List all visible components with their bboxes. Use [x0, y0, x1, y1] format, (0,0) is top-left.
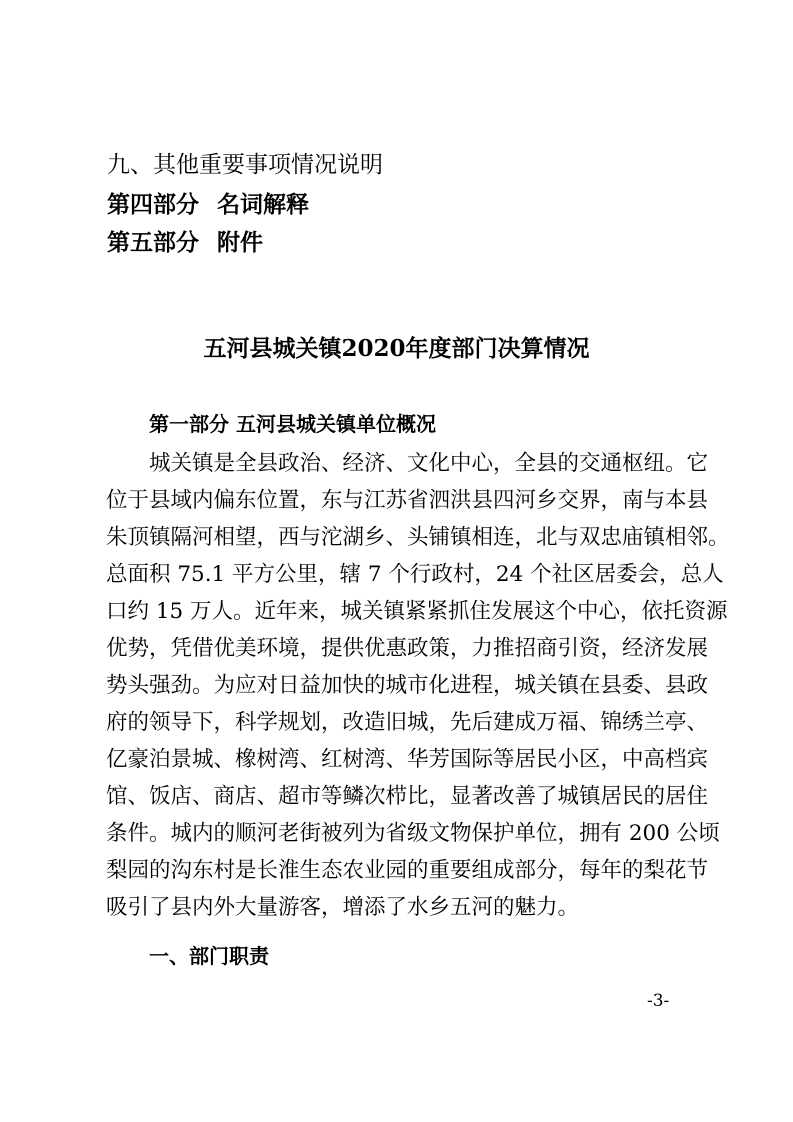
body-line: 朱顶镇隔河相望，西与沱湖乡、头铺镇相连，北与双忠庙镇相邻。 [106, 525, 730, 550]
body-line: 城关镇是全县政治、经济、文化中心，全县的交通枢纽。它 [149, 451, 709, 476]
toc-item-9: 九、其他重要事项情况说明 [107, 152, 383, 178]
body-line: 位于县域内偏东位置，东与江苏省泗洪县四河乡交界，南与本县 [106, 488, 709, 513]
body-line: 梨园的沟东村是长淮生态农业园的重要组成部分，每年的梨花节 [106, 858, 709, 883]
body-line: 亿豪泊景城、橡树湾、红树湾、华芳国际等居民小区，中高档宾 [106, 747, 709, 772]
body-line: 总面积 75.1 平方公里，辖 7 个行政村，24 个社区居委会，总人 [106, 562, 724, 587]
section-1-heading: 第一部分 五河县城关镇单位概况 [149, 412, 436, 436]
toc-part-5-title: 附件 [217, 229, 263, 256]
body-line: 势头强劲。为应对日益加快的城市化进程，城关镇在县委、县政 [106, 673, 709, 698]
body-line: 吸引了县内外大量游客，增添了水乡五河的魅力。 [106, 895, 580, 920]
body-line: 优势，凭借优美环境，提供优惠政策，力推招商引资，经济发展 [106, 636, 709, 661]
toc-part-4-label: 第四部分 [107, 191, 199, 218]
toc-part-5 [107, 228, 263, 258]
body-line: 口约 15 万人。近年来，城关镇紧紧抓住发展这个中心，依托资源 [106, 599, 728, 624]
toc-part-4-title: 名词解释 [217, 191, 309, 218]
body-line: 府的领导下，科学规划，改造旧城，先后建成万福、锦绣兰亭、 [106, 710, 709, 735]
body-line: 馆、饭店、商店、超市等鳞次栉比，显著改善了城镇居民的居住 [106, 784, 709, 809]
document-title: 五河县城关镇2020年度部门决算情况 [203, 335, 590, 362]
body-line: 条件。城内的顺河老街被列为省级文物保护单位，拥有 200 公顷 [106, 821, 720, 846]
toc-part-5-label: 第五部分 [107, 229, 199, 256]
page-number: -3- [647, 991, 670, 1011]
toc-part-4 [107, 190, 309, 220]
subsection-heading: 一、部门职责 [149, 944, 269, 968]
